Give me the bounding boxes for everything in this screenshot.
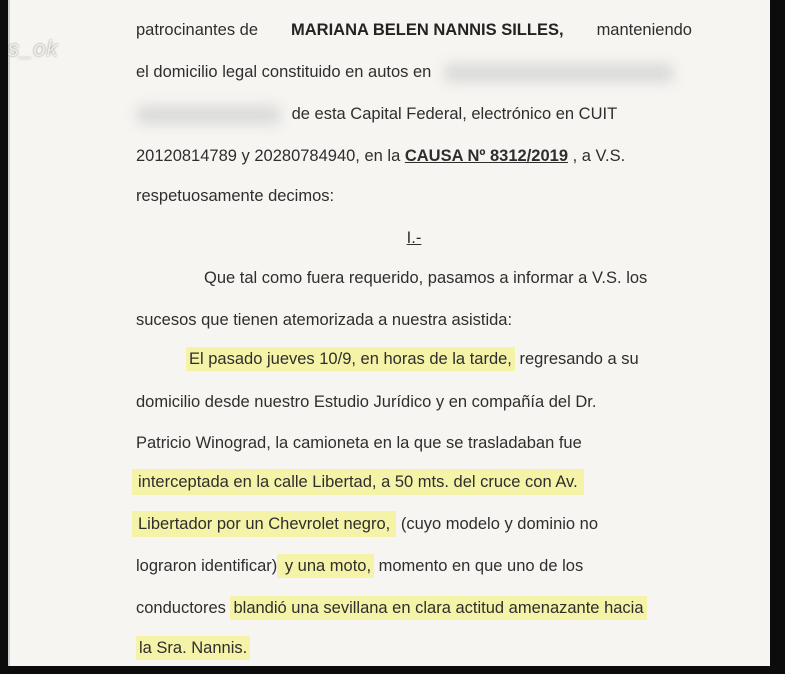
text-fragment: sucesos que tienen atemorizada a nuestra asistida: [136, 311, 513, 329]
text-line-5 [136, 184, 692, 208]
text-fragment: Que tal como fuera requerido, pasamos a informar a V.S. los [204, 269, 648, 287]
text-fragment: (cuyo modelo y dominio no [396, 515, 599, 533]
highlighted-text: Libertador por un Chevrolet negro, [132, 511, 396, 537]
highlighted-text: El pasado jueves 10/9, en horas de la tarde, [186, 347, 515, 371]
paragraph-2-line-1 [186, 347, 692, 371]
document-page [8, 0, 770, 666]
highlighted-text: y una moto, [277, 554, 374, 578]
paragraph-2-line-6 [136, 554, 692, 578]
highlighted-text: la Sra. Nannis. [136, 636, 250, 660]
paragraph-2-line-4 [132, 470, 698, 494]
case-number: CAUSA Nº 8312/2019 [404, 147, 569, 165]
paragraph-2-line-3 [136, 431, 692, 455]
text-fragment: regresando a su [514, 350, 639, 368]
text-fragment: respetuosamente decimos: [136, 187, 335, 205]
text-fragment: lograron identificar) [136, 557, 278, 575]
text-fragment: el domicilio legal constituido en autos en [136, 63, 432, 81]
text-fragment: conductores [136, 599, 231, 617]
text-line-1 [136, 18, 692, 42]
paragraph-2-line-2 [136, 390, 692, 414]
text-fragment: Patricio Winograd, la camioneta en la que se trasladaban fue [136, 434, 582, 452]
highlighted-text: blandió una sevillana en clara actitud amenazante hacia [230, 596, 646, 620]
paragraph-2-line-8 [136, 636, 692, 660]
page-left-edge [8, 0, 10, 666]
highlighted-text: interceptada en la calle Libertad, a 50 mts. del cruce con Av. [132, 469, 584, 495]
watermark-logo: s_ok [8, 36, 59, 61]
text-fragment: patrocinantes de [136, 21, 259, 39]
text-fragment: , a V.S. [572, 147, 626, 165]
section-heading [136, 226, 692, 250]
paragraph-2-line-7 [136, 596, 692, 620]
text-line-2 [136, 60, 692, 84]
text-fragment: de esta Capital Federal, electrónico en CUIT [291, 105, 618, 123]
text-fragment: manteniendo [596, 21, 692, 39]
paragraph-2-line-5 [132, 512, 692, 536]
paragraph-1-line-2 [136, 308, 692, 332]
redacted-address [444, 63, 674, 83]
text-fragment: momento en que uno de los [374, 557, 584, 575]
text-fragment: 20120814789 y 20280784940, en la [136, 147, 405, 165]
redacted-address [136, 105, 281, 125]
section-number: I.- [406, 229, 422, 247]
text-line-3 [136, 102, 692, 126]
text-fragment: domicilio desde nuestro Estudio Jurídico y en compañía del Dr. [136, 393, 597, 411]
text-line-4 [136, 144, 692, 168]
client-name: MARIANA BELEN NANNIS SILLES, [291, 21, 564, 39]
paragraph-1-line-1 [204, 266, 692, 290]
